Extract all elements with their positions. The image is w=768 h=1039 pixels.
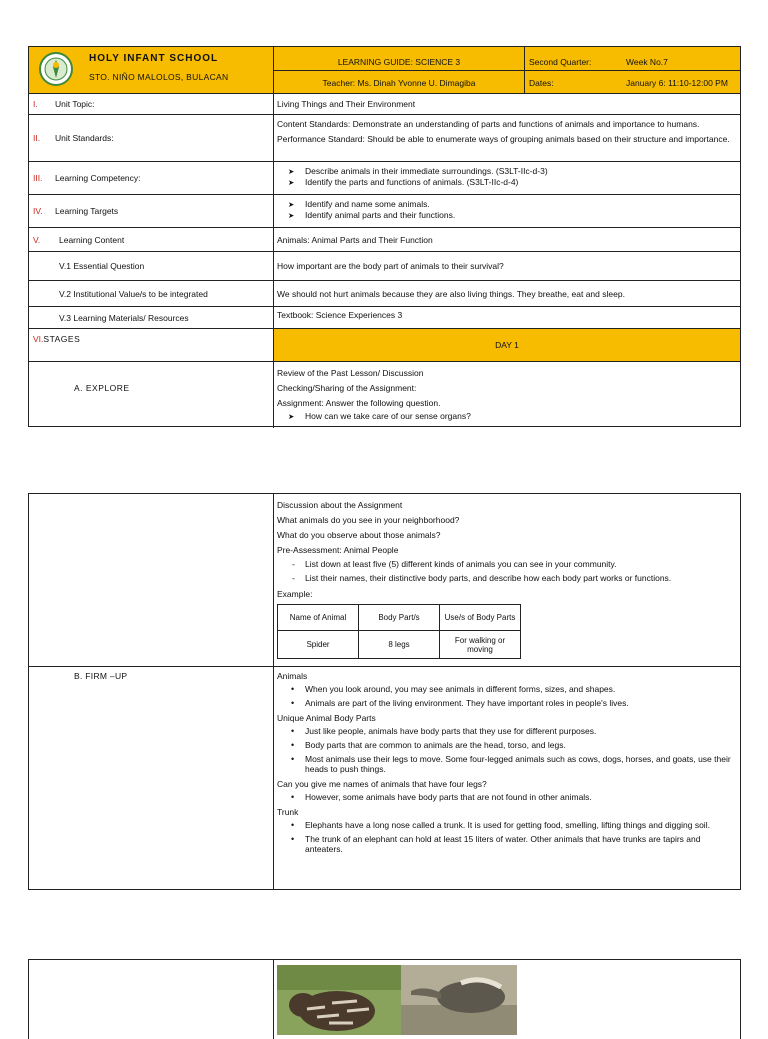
school-address: STO. NIÑO MALOLOS, BULACAN [89,72,229,82]
day-cell [274,329,740,361]
table-header: Body Part/s [359,605,440,631]
values-row [29,280,740,306]
materials-label: V.3 Learning Materials/ Resources [59,312,189,323]
dates-value: January 6: 11:10-12:00 PM [626,78,728,88]
competency-list [277,166,736,188]
section-number: III. [33,173,43,183]
section-number: II. [33,133,41,143]
list-item: • Animals are part of the living environment. They have important roles in people's lives. [277,698,736,708]
discussion-block [277,498,736,659]
week-number: Week No.7 [626,57,668,67]
anteater-photo [401,965,517,1035]
learning-content-value: Animals: Animal Parts and Their Function [277,234,433,245]
section-number: IV. [33,206,43,216]
unit-standards-label: Unit Standards: [55,133,114,143]
unit-topic-row [29,93,740,114]
unit-standards-row [29,114,740,161]
teacher-name: Teacher: Ms. Dinah Yvonne U. Dimagiba [322,78,476,88]
list-item: • However, some animals have body parts that are not found in other animals. [277,792,736,802]
table-cell: For walking or moving [440,631,521,659]
essential-question-row [29,251,740,280]
list-item: • Elephants have a long nose called a trunk. It is used for getting food, smelling, lifting things and digging soil. [277,820,736,830]
learning-content-row [29,227,740,251]
list-item: - List down at least five (5) different kinds of animals you can see in your community. [277,559,736,570]
explore-row [29,361,740,428]
lesson-table-continued [28,959,741,1039]
list-item: ➤ Identify the parts and functions of animals. (S3LT-IIc-d-4) [277,177,736,188]
section-number: VI. [33,334,44,344]
learning-content-label: Learning Content [59,234,125,245]
guide-title: LEARNING GUIDE: SCIENCE 3 [337,57,461,67]
section-number: I. [33,99,38,109]
essential-question-value: How important are the body part of animals to their survival? [277,261,504,271]
table-header: Name of Animal [278,605,359,631]
list-item: ➤ Identify animal parts and their functions. [277,210,736,221]
example-table [277,604,521,659]
list-item: ➤ Identify and name some animals. [277,199,736,210]
explore-line: Assignment: Answer the following question. [277,398,441,408]
targets-list [277,199,736,221]
school-cell [29,47,273,93]
firm-up-content [277,670,736,858]
table-cell: Spider [278,631,359,659]
unique-heading: Unique Animal Body Parts [277,713,376,723]
unit-topic-value: Living Things and Their Environment [277,99,416,109]
list-item: - List their names, their distinctive body parts, and describe how each body part works or functions. [277,573,736,584]
four-legs-question: Can you give me names of animals that have four legs? [277,779,487,789]
discussion-line: Pre-Assessment: Animal People [277,545,399,555]
school-name: HOLY INFANT SCHOOL [89,53,219,64]
school-logo [39,52,73,86]
discussion-line: What animals do you see in your neighborhood? [277,515,460,525]
dates-label: Dates: [529,78,554,88]
animals-heading: Animals [277,671,308,681]
explore-content [277,366,736,422]
explore-line: Checking/Sharing of the Assignment: [277,383,417,393]
targets-row [29,194,740,227]
discussion-line: Discussion about the Assignment [277,500,403,510]
list-item: • When you look around, you may see animals in different forms, sizes, and shapes. [277,684,736,694]
materials-row [29,306,740,328]
explore-line: Review of the Past Lesson/ Discussion [277,368,424,378]
competency-label: Learning Competency: [55,173,141,183]
stages-row [29,328,740,361]
table-header: Use/s of Body Parts [440,605,521,631]
performance-standard: Performance Standard: Should be able to enumerate ways of grouping animals based on their structure and importance. [277,134,730,144]
trunk-heading: Trunk [277,807,299,817]
targets-label: Learning Targets [55,206,119,216]
values-value: We should not hurt animals because they are also living things. They breathe, eat and sleep. [277,288,625,299]
lesson-table [28,493,741,890]
stages-label: STAGES [43,334,81,344]
section-number: V. [33,234,41,245]
explore-label: A. EXPLORE [74,383,130,393]
list-item: ➤ Describe animals in their immediate surroundings. (S3LT-IIc-d-3) [277,166,736,177]
values-label: V.2 Institutional Value/s to be integrated [59,288,208,299]
explore-question: ➤ How can we take care of our sense organs? [277,411,736,422]
essential-question-label: V.1 Essential Question [59,261,145,271]
discussion-line: What do you observe about those animals? [277,530,441,540]
table-cell: 8 legs [359,631,440,659]
day-label: DAY 1 [495,340,519,350]
content-standard: Content Standards: Demonstrate an understanding of parts and functions of animals and importance to humans. [277,119,700,129]
list-item: • Just like people, animals have body parts that they use for different purposes. [277,726,736,736]
firm-up-row [29,666,740,891]
competency-row [29,161,740,194]
firm-up-label: B. FIRM –UP [74,671,128,681]
learning-guide-table [28,46,741,427]
list-item: • Body parts that are common to animals are the head, torso, and legs. [277,740,736,750]
quarter-label: Second Quarter: [529,57,592,67]
list-item: • The trunk of an elephant can hold at least 15 liters of water. Other animals that have trunks are tapirs and anteaters. [277,834,736,854]
materials-value: Textbook: Science Experiences 3 [277,310,403,320]
list-item: • Most animals use their legs to move. Some four-legged animals such as cows, dogs, horses, and goats, use their heads to push things. [277,754,736,774]
tapir-photo [277,965,401,1035]
example-label: Example: [277,589,313,599]
unit-topic-label: Unit Topic: [55,99,95,109]
